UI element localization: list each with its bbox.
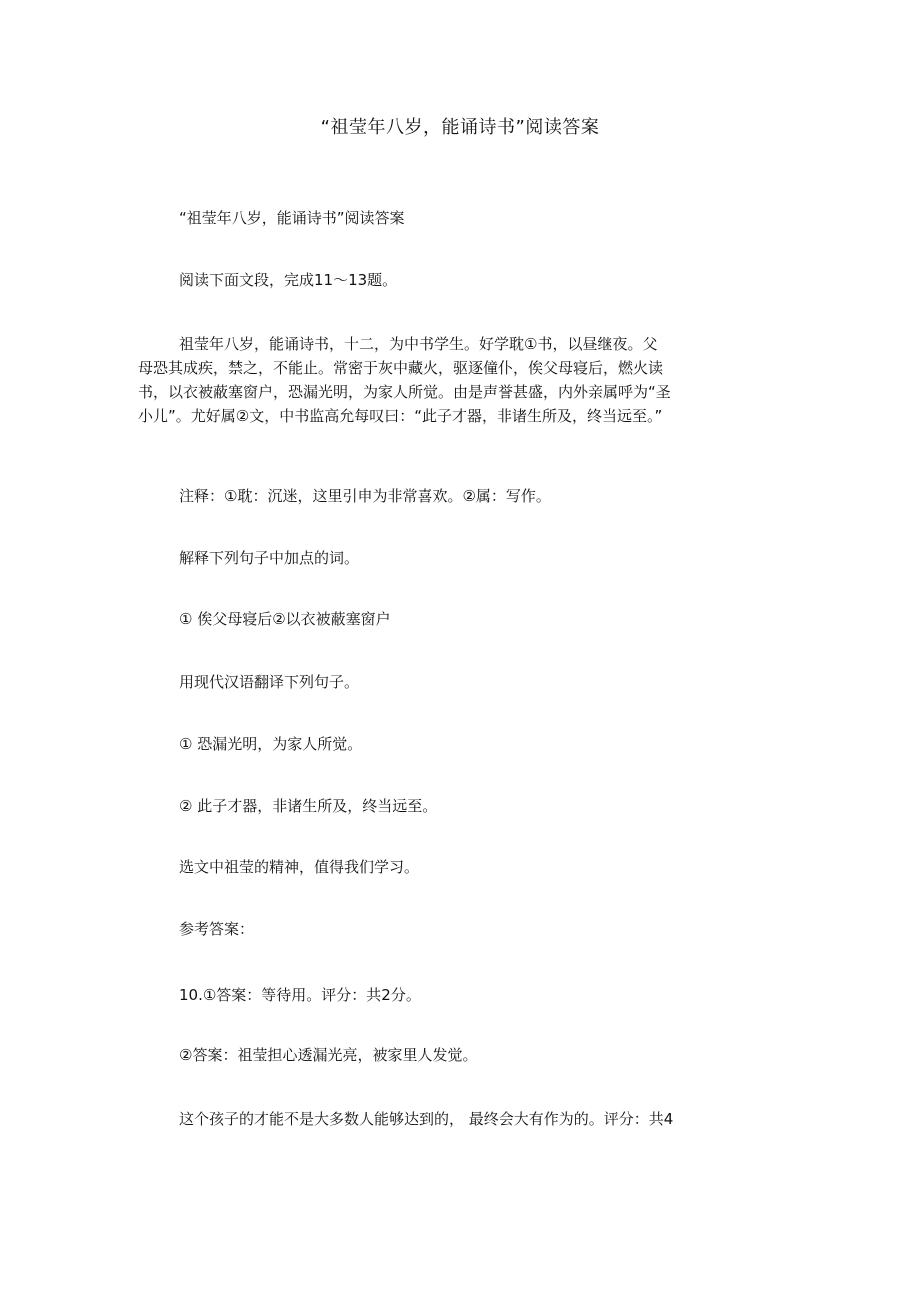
question-1-prompt: 解释下列句子中加点的词。 <box>179 549 360 567</box>
question-2-item-1: ① 恐漏光明，为家人所觉。 <box>179 735 363 753</box>
question-2-item-2: ② 此子才器，非诸生所及，终当远至。 <box>179 797 438 815</box>
passage-line: 祖莹年八岁，能诵诗书，十二，为中书学生。好学耽①书，以昼继夜。父 <box>179 335 658 353</box>
passage-line: 书，以衣被蔽塞窗户，恐漏光明，为家人所觉。由是声誉甚盛，内外亲属呼为“圣 <box>138 383 671 401</box>
passage-line: 母恐其成疾，禁之，不能止。常密于灰中藏火，驱逐僮仆，俟父母寝后，燃火读 <box>138 359 664 377</box>
annotation-note: 注释：①耽：沉迷，这里引申为非常喜欢。②属：写作。 <box>179 487 551 505</box>
passage <box>138 332 738 428</box>
question-3-prompt: 选文中祖莹的精神，值得我们学习。 <box>179 858 420 876</box>
question-2-prompt: 用现代汉语翻译下列句子。 <box>179 673 360 691</box>
question-1-items: ① 俟父母寝后②以衣被蔽塞窗户 <box>179 610 391 628</box>
instruction: 阅读下面文段，完成11～13题。 <box>179 271 398 289</box>
answer-3: 这个孩子的才能不是大多数人能够达到的， 最终会大有作为的。评分：共4 <box>179 1110 674 1128</box>
answer-2: ②答案：祖莹担心透漏光亮，被家里人发觉。 <box>179 1046 478 1064</box>
answer-1: 10.①答案：等待用。评分：共2分。 <box>179 986 421 1004</box>
page-title: “祖莹年八岁，能诵诗书”阅读答案 <box>320 117 600 138</box>
subtitle: “祖莹年八岁，能诵诗书”阅读答案 <box>179 209 405 227</box>
answers-heading: 参考答案： <box>179 920 255 938</box>
passage-line: 小儿”。尤好属②文，中书监高允每叹曰：“此子才器，非诸生所及，终当远至。” <box>138 407 663 425</box>
